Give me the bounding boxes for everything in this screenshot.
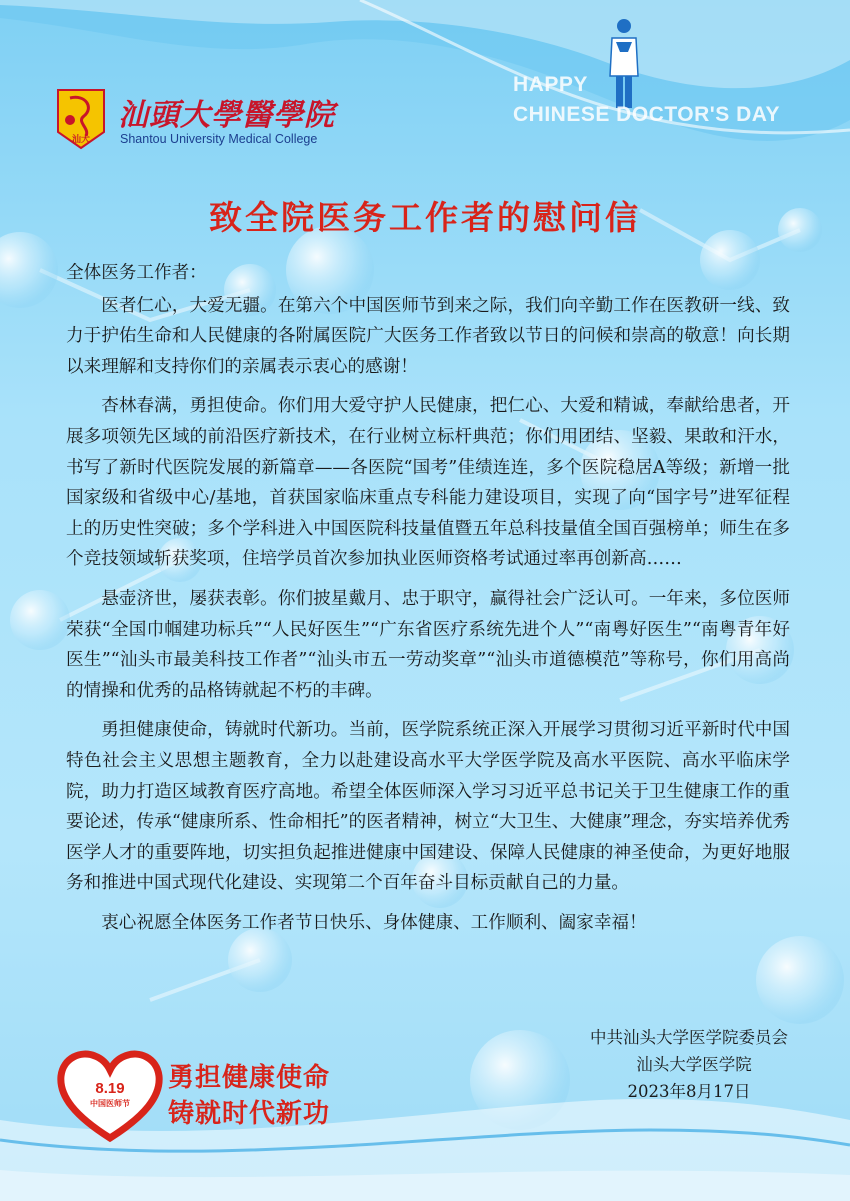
letter-paragraph: 悬壶济世，屡获表彰。你们披星戴月、忠于职守，赢得社会广泛认可。一年来，多位医师荣获“全国巾帼建功标兵”“人民好医生”“广东省医疗系统先进个人”“南粤好医生”“南粤青年好医生”“汕头市最美科技工作者”“汕头市五一劳动奖章”“汕头市道德模范”等称号，你们用高尚的情操和优秀的品格铸就起不朽的丰碑。 [66,588,790,701]
logo-chinese-name: 汕頭大學醫學院 [118,98,335,133]
heart-date: 8.19 [95,1080,125,1097]
happy-doctors-day-text [513,70,780,130]
happy-line-2: CHINESE DOCTOR'S DAY [513,103,781,126]
letter-paragraph: 衷心祝愿全体医务工作者节日快乐、身体健康、工作顺利、阖家幸福！ [101,912,647,933]
letter-body [66,258,790,947]
slogan-line-1: 勇担健康使命 [168,1063,331,1093]
logo-badge-text: 汕大 [71,135,91,145]
signature-org-1: 中共汕头大学医学院委员会 [590,1028,788,1047]
footer-slogan [168,1060,330,1132]
letter-paragraph: 勇担健康使命，铸就时代新功。当前，医学院系统正深入开展学习贯彻习近平新时代中国特色社会主义思想主题教育，全力以赴建设高水平大学医学院及高水平医院、高水平临床学院，助力打造区域教育医疗高地。希望全体医师深入学习习近平总书记关于卫生健康工作的重要论述，传承“健康所系、性命相托”的医者精神，树立“大卫生、大健康”理念，夯实培养优秀医学人才的重要阵地，切实担负起推进健康中国建设、保障人民健康的神圣使命，为更好地服务和推进中国式现代化建设、实现第二个百年奋斗目标贡献自己的力量。 [66,720,790,894]
heart-label: 中国医师节 [90,1099,130,1108]
letter-salutation: 全体医务工作者： [66,263,207,283]
letter-paragraph: 杏林春满，勇担使命。你们用大爱守护人民健康，把仁心、大爱和精诚，奉献给患者，开展多项领先区域的前沿医疗新技术，在行业树立标杆典范；你们用团结、坚毅、果敢和汗水，书写了新时代医院发展的新篇章——各医院“国考”佳绩连连，多个医院稳居A等级；新增一批国家级和省级中心/基地，首获国家临床重点专科能力建设项目，实现了向“国字号”进军征程上的历史性突破；多个学科进入中国医院科技量值暨五年总科技量值全国百强榜单；师生在多个竞技领域斩获奖项，住培学员首次参加执业医师资格考试通过率再创新高…… [66,396,790,570]
signature-org-2: 汕头大学医学院 [636,1055,752,1074]
happy-line-1: HAPPY [513,73,588,96]
logo-english-name: Shantou University Medical College [120,132,318,146]
letter-title: 致全院医务工作者的慰问信 [209,198,641,237]
college-crest-icon [56,88,106,150]
college-logo [56,88,346,156]
signature-date: 2023年8月17日 [627,1082,751,1101]
letter-signature [590,1024,788,1105]
slogan-line-2: 铸就时代新功 [168,1099,331,1129]
letter-paragraph: 医者仁心，大爱无疆。在第六个中国医师节到来之际，我们向辛勤工作在医教研一线、致力于护佑生命和人民健康的各附属医院广大医务工作者致以节日的问候和崇高的敬意！向长期以来理解和支持你们的亲属表示衷心的感谢！ [66,295,790,377]
